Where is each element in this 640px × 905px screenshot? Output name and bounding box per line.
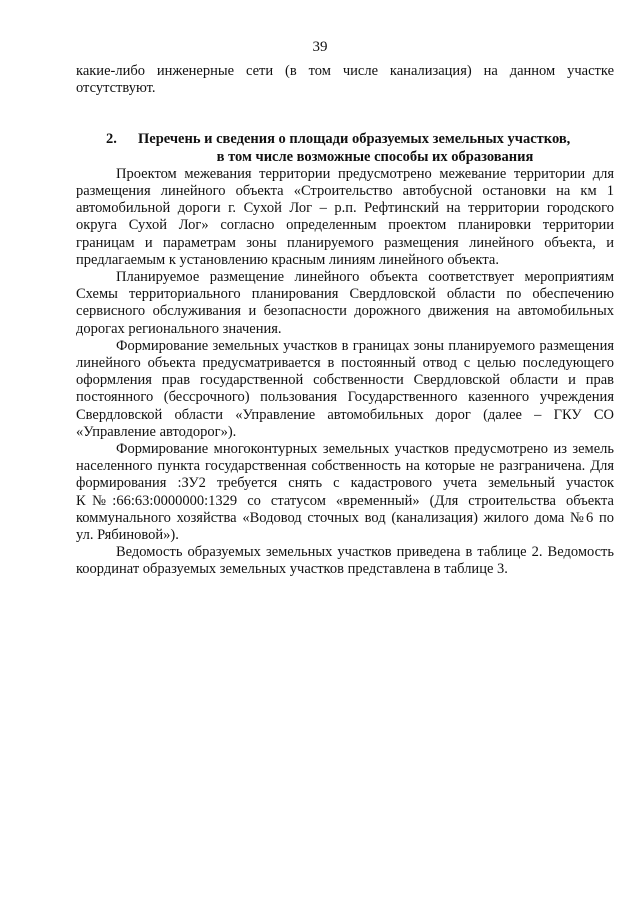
section-title-line1: Перечень и сведения о площади образуемых земельных участков,: [138, 131, 571, 148]
page-content: [76, 63, 614, 579]
paragraph-survey: Проектом межевания территории предусмотрено межевание территории для размещения линейного объекта «Строительство автобусной остановки на км 1 автомобильной дороги г. Сухой Лог – р.п. Рефтинский на территории городского округа Сухой Лог» согласно определенным проектом планировки территории границам и параметрам зоны планируемого размещения линейного объекта, и предлагаемым к установлению красным линиям линейного объекта.: [76, 165, 614, 268]
paragraph-multicontour: Формирование многоконтурных земельных участков предусмотрено из земель населенного пункта государственная собственность на которые не разграничена. Для формирования :ЗУ2 требуется снять с кадастрового учета земельный участок К№:66:63:0000000:1329 со статусом «временный» (Для строительства объекта коммунального хозяйства «Водовод сточных вод (канализация) жилого дома №6 по ул. Рябиновой»).: [76, 441, 614, 544]
intro-paragraph: какие-либо инженерные сети (в том числе канализация) на данном участке отсутствуют.: [76, 63, 614, 97]
paragraph-tables: Ведомость образуемых земельных участков приведена в таблице 2. Ведомость координат образуемых земельных участков представлена в таблице 3.: [76, 544, 614, 578]
paragraph-placement: Планируемое размещение линейного объекта соответствует мероприятиям Схемы территориального планирования Свердловской области по обеспечению сервисного обслуживания и безопасности дорожного движения на автомобильных дорогах регионального значения.: [76, 269, 614, 337]
section-title-line2: в том числе возможные способы их образования: [216, 148, 534, 165]
page-number: 39: [312, 39, 328, 55]
section-number: 2.: [106, 131, 117, 148]
paragraph-formation: Формирование земельных участков в границах зоны планируемого размещения линейного объекта предусматривается в постоянный отвод с целью последующего оформления прав государственной собственности Свердловской области и прав постоянного (бессрочного) пользования Государственного казенного учреждения Свердловской области «Управление автомобильных дорог (далее – ГКУ СО «Управление автодорог»).: [76, 337, 614, 440]
section-heading: [76, 131, 614, 165]
